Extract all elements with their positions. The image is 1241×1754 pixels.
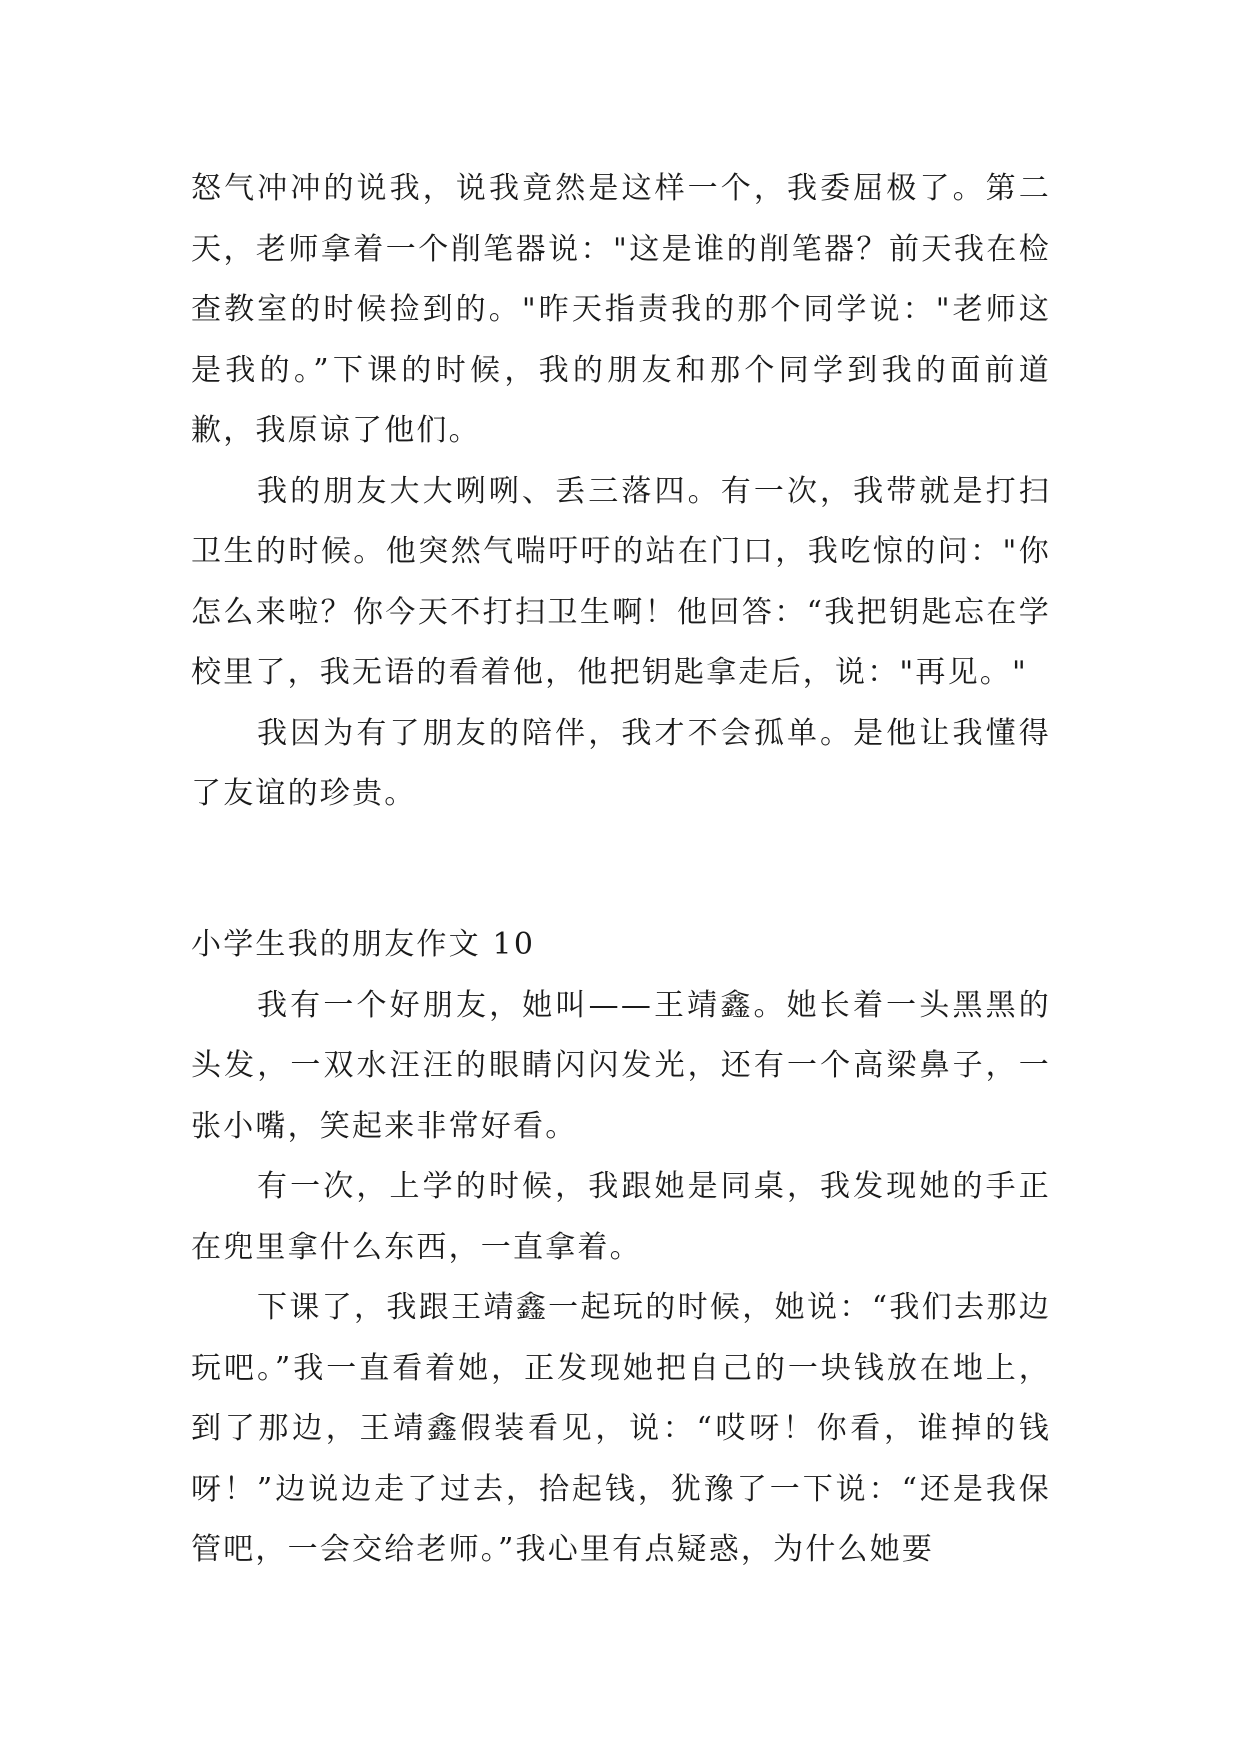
essay-section-continued	[191, 159, 1051, 825]
essay-section-10	[191, 915, 1051, 1581]
paragraph-friend-intro: 我有一个好朋友，她叫——王靖鑫。她长着一头黑黑的头发，一双水汪汪的眼睛闪闪发光，还有一个高梁鼻子，一张小嘴，笑起来非常好看。	[191, 987, 1051, 1144]
paragraph-continued: 怒气冲冲的说我，说我竟然是这样一个，我委屈极了。第二天，老师拿着一个削笔器说："这是谁的削笔器？前天我在检查教室的时候捡到的。"昨天指责我的那个同学说："老师这是我的。”下课的时候，我的朋友和那个同学到我的面前道歉，我原谅了他们。	[191, 171, 1051, 448]
paragraph-careless-friend: 我的朋友大大咧咧、丢三落四。有一次，我带就是打扫卫生的时候。他突然气喘吁吁的站在门口，我吃惊的问："你怎么来啦？你今天不打扫卫生啊！他回答：“我把钥匙忘在学校里了，我无语的看着他，他把钥匙拿走后，说："再见。"	[191, 473, 1051, 690]
paragraph-conclusion: 我因为有了朋友的陪伴，我才不会孤单。是他让我懂得了友谊的珍贵。	[191, 715, 1051, 811]
paragraph-money: 下课了，我跟王靖鑫一起玩的时候，她说：“我们去那边玩吧。”我一直看着她，正发现她把自己的一块钱放在地上，到了那边，王靖鑫假装看见，说：“哎呀！你看，谁掉的钱呀！”边说边走了过去，拾起钱，犹豫了一下说：“还是我保管吧，一会交给老师。”我心里有点疑惑，为什么她要	[191, 1290, 1051, 1567]
essay-heading: 小学生我的朋友作文 10	[191, 927, 536, 962]
paragraph-deskmate: 有一次，上学的时候，我跟她是同桌，我发现她的手正在兜里拿什么东西，一直拿着。	[191, 1169, 1051, 1265]
